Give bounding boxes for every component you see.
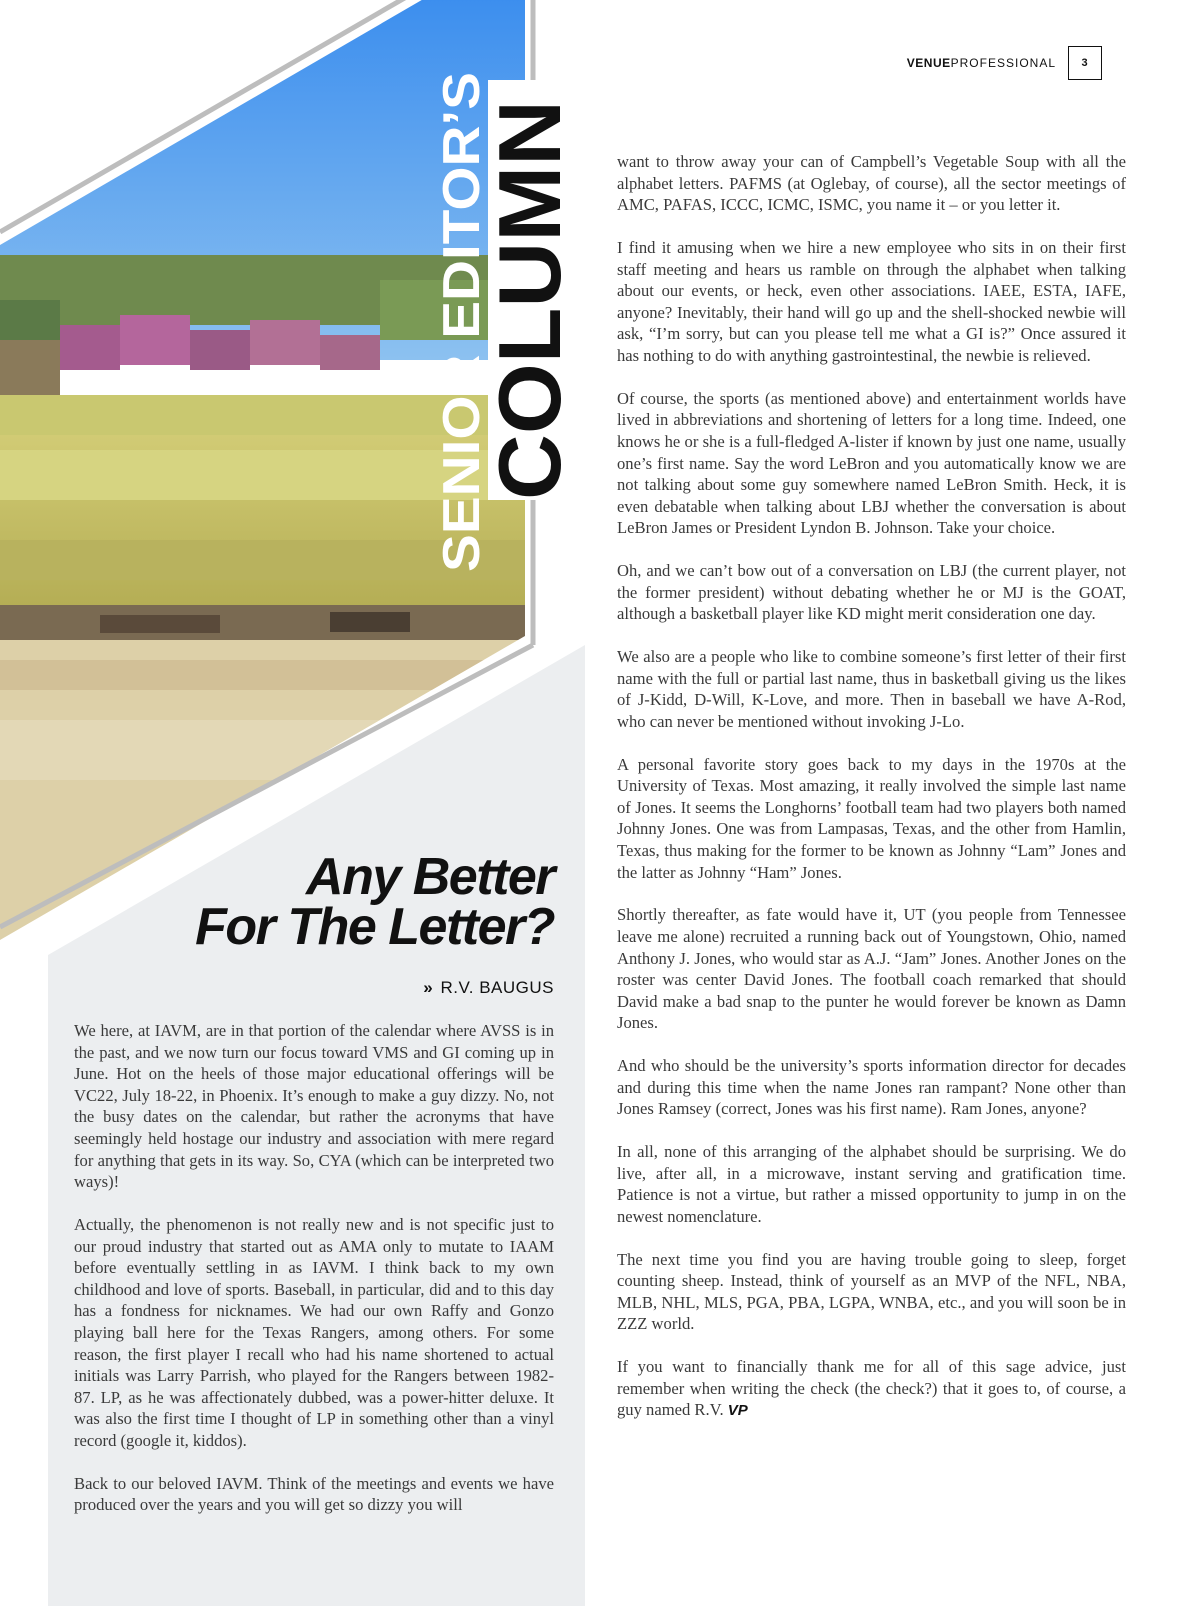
paragraph: Oh, and we can’t bow out of a conversation on LBJ (the current player, not the former president) without debating whether he or MJ is the GOAT, although a basketball player like KD might merit consideration one day.	[617, 561, 1126, 624]
paragraph: Back to our beloved IAVM. Think of the meetings and events we have produced over the years and you will get so dizzy you will	[74, 1473, 554, 1515]
brand-light: PROFESSIONAL	[950, 56, 1056, 70]
article-title-line1: Any Better	[306, 848, 554, 906]
brand-bold: VENUE	[906, 56, 951, 70]
article-column-left	[74, 1020, 554, 1537]
paragraph: And who should be the university’s sports information director for decades and during this time when the name Jones ran rampant? None other than Jones Ramsey (correct, Jones was his first name). Ram Jones, anyone?	[617, 1056, 1126, 1119]
article-column-right	[617, 151, 1126, 1443]
closing-text: If you want to financially thank me for all of this sage advice, just remember when writing the check (the check?) that it goes to, of course, a guy named R.V.	[617, 1357, 1126, 1420]
section-title-line1: SENIOR EDITOR’S	[433, 113, 491, 572]
paragraph: want to throw away your can of Campbell’s Vegetable Soup with all the alphabet letters. PAFMS (at Oglebay, of course), all the sector meetings of AMC, PAFAS, ICCC, ICMC, ISMC, you name it – or you letter it.	[617, 152, 1126, 215]
paragraph: The next time you find you are having trouble going to sleep, forget counting sheep. Instead, think of yourself as an MVP of the NFL, NBA, MLB, NHL, MLS, PGA, PBA, LGPA, WNBA, etc., and you will soon be in ZZZ world.	[617, 1249, 1126, 1334]
paragraph: Actually, the phenomenon is not really new and is not specific just to our proud industry that started out as AMA only to mutate to IAAM before eventually settling in as IAVM. I think back to my own childhood and love of sports. Baseball, in particular, did and to this day has a fondness for nicknames. We had our own Raffy and Gonzo playing ball here for the Texas Rangers, among others. For some reason, the first player I recall who had his name shortened to actual initials was Larry Parrish, who played for the Rangers between 1982-87. LP, as he was affectionately dubbed, was a power-hitter deluxe. It was also the first time I thought of LP in something other than a vinyl record (google it, kiddos).	[74, 1214, 554, 1450]
author-name: R.V. BAUGUS	[440, 978, 554, 997]
end-mark: VP	[727, 1402, 748, 1420]
paragraph: In all, none of this arranging of the alphabet should be surprising. We do live, after all, in a microwave, instant serving and gratification time. Patience is not a virtue, but rather a missed opportunity to jump in on the newest nomenclature.	[617, 1142, 1126, 1226]
brand-name	[907, 56, 1056, 70]
paragraph: I find it amusing when we hire a new employee who sits in on their first staff meeting and hears us ramble on through the alphabet when talking about our events, or heck, even other associations. IAEE, ESTA, IAFE, anyone? Inevitably, their hand will go up and the shell-shocked newbie will ask, “I’m sorry, but can you please tell me what a GI is?” Once assured it has nothing to do with anything gastrointestinal, the newbie is relieved.	[617, 237, 1126, 365]
paragraph: We also are a people who like to combine someone’s first letter of their first name with the full or partial last name, thus in basketball giving us the likes of J-Kidd, D-Will, K-Love, and more. Then in baseball we have A-Rod, who can never be mentioned without invoking J-Lo.	[617, 647, 1126, 731]
paragraph: A personal favorite story goes back to my days in the 1970s at the University of Texas. Most amazing, it really involved the simple last name of Jones. It seems the Longhorns’ football team had two players both named Johnny Jones. One was from Lampasas, Texas, and the other from Hamlin, Texas, thus making for the former to be known as Johnny “Lam” Jones and the latter as Johnny “Ham” Jones.	[617, 754, 1126, 882]
page-number: 3	[1068, 46, 1102, 80]
section-title-line2: COLUMN	[480, 113, 579, 500]
masthead	[907, 46, 1102, 80]
section-title	[432, 20, 612, 580]
byline	[423, 978, 554, 998]
paragraph: Shortly thereafter, as fate would have it, UT (you people from Tennessee leave me alone) recruited a running back out of Youngstown, Ohio, named Anthony J. Jones, who would star as A.J. “Jam” Jones. Another Jones on the roster was center David Jones. The football coach remarked that should David make a bad snap to the punter he would forever be known as Damn Jones.	[617, 905, 1126, 1033]
paragraph: We here, at IAVM, are in that portion of the calendar where AVSS is in the past, and we now turn our focus toward VMS and GI coming up in June. Hot on the heels of those major educational offerings will be VC22, July 18-22, in Phoenix. It’s enough to make a guy dizzy. No, not the busy dates on the calendar, but rather the acronyms that have seemingly held hostage our industry and association with mere regard for anything that gets in its way. So, CYA (which can be interpreted two ways)!	[74, 1021, 554, 1192]
article-title	[74, 848, 554, 956]
article-title-line2: For The Letter?	[195, 898, 554, 956]
paragraph: Of course, the sports (as mentioned above) and entertainment worlds have lived in abbreviations and shortening of letters for a long time. Indeed, one knows he or she is a full-fledged A-lister if known by just one name, usually one’s first name. Say the word LeBron and you automatically know we are not talking about some guy somewhere named LeBron Smith. Heck, it is even debatable when talking about LBJ whether the conversation is about LeBron James or President Lyndon B. Johnson. Take your choice.	[617, 388, 1126, 538]
closing-paragraph	[617, 1356, 1126, 1422]
double-chevron-icon: »	[423, 978, 434, 997]
